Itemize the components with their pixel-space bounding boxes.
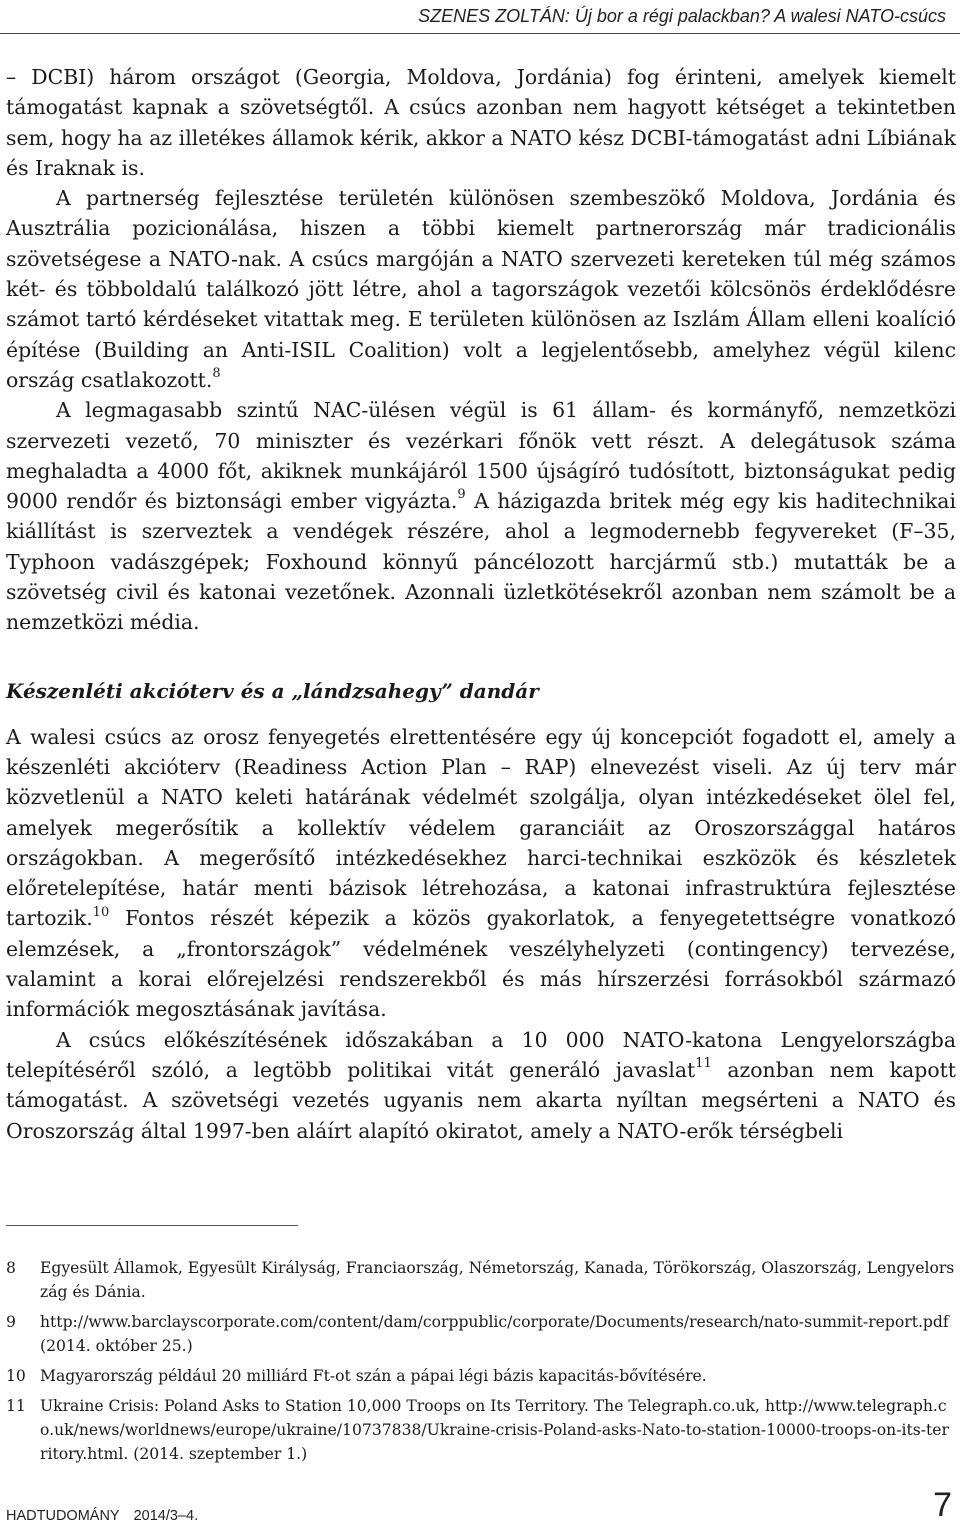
paragraph-5 bbox=[6, 1025, 956, 1146]
running-header: SZENES ZOLTÁN: Új bor a régi palackban? A walesi NATO-csúcs bbox=[418, 6, 946, 26]
header-rule bbox=[0, 33, 960, 34]
footnote-link[interactable]: Ukraine Crisis: Poland Asks to Station 10,000 Troops on Its Territory. The Telegraph.co.uk, http://www.telegraph.co.uk/news/worldnews/europe/ukraine/10737838/Ukraine-crisis-Poland-asks-Nato-to-station-10000-troops-on-its-territory.html. (2014. szeptember 1.) bbox=[40, 1397, 949, 1463]
footnote-number: 10 bbox=[6, 1367, 26, 1385]
footnote-link[interactable]: http://www.barclayscorporate.com/content/dam/corppublic/corporate/Documents/research/nato-summit-report.pdf (2014. október 25.) bbox=[40, 1313, 949, 1355]
article-body bbox=[6, 62, 956, 1146]
footnote-number: 11 bbox=[6, 1397, 26, 1415]
footnote-text: Magyarország például 20 milliárd Ft-ot szán a pápai légi bázis kapacitás-bővítésére. bbox=[40, 1367, 707, 1385]
footnote-ref-8[interactable]: 8 bbox=[212, 366, 221, 382]
paragraph-3-text-b: A házigazda britek még egy kis haditechnikai kiállítást is szerveztek a vendégek részére, ahol a legmodernebb fegyvereket (F–35, Typhoon vadászgépek; Foxhound könnyű páncélozott harcjármű stb.) mutatták be a szövetség civil és katonai vezetőnek. Azonnali üzletkötésekről azonban nem számolt be a nemzetközi média. bbox=[6, 489, 956, 635]
footnote-ref-11[interactable]: 11 bbox=[695, 1056, 712, 1072]
paragraph-2 bbox=[6, 183, 956, 395]
paragraph-5-text-a: A csúcs előkészítésének időszakában a 10 000 NATO-katona Lengyelországba telepítéséről szóló, a legtöbb politikai vitát generáló javaslat bbox=[6, 1027, 956, 1082]
footnote-text: Egyesült Államok, Egyesült Királyság, Franciaország, Németország, Kanada, Törökország, Olaszország, Lengyelország és Dánia. bbox=[40, 1259, 955, 1301]
footnote-10 bbox=[6, 1364, 956, 1388]
footnote-9 bbox=[6, 1310, 956, 1358]
page-number: 7 bbox=[933, 1486, 952, 1524]
paragraph-3 bbox=[6, 395, 956, 637]
paragraph-5-text-b: azonban nem kapott támogatást. A szövetségi vezetés ugyanis nem akarta nyíltan megsérteni a NATO és Oroszország által 1997-ben aláírt alapító okiratot, amely a NATO-erők térségbeli bbox=[6, 1057, 956, 1143]
paragraph-4 bbox=[6, 722, 956, 1025]
journal-name: HADTUDOMÁNY bbox=[6, 1508, 120, 1524]
footnote-ref-10[interactable]: 10 bbox=[92, 904, 110, 920]
paragraph-2-text: A partnerség fejlesztése területén különösen szembeszökő Moldova, Jordánia és Ausztrália pozicionálása, hiszen a többi kiemelt partnerország már tradicionális szövetségese a NATO-nak. A csúcs margóján a NATO szervezeti kereteken túl még számos két- és többoldalú találkozó jött létre, ahol a tagországok vezetői kölcsönös érdeklődésre számot tartó kérdéseket vitattak meg. E területen különösen az Iszlám Állam elleni koalíció építése (Building an Anti-ISIL Coalition) volt a legjelentősebb, amelyhez végül kilenc ország csatlakozott. bbox=[6, 186, 956, 392]
footnote-8 bbox=[6, 1256, 956, 1304]
footnote-ref-9[interactable]: 9 bbox=[457, 487, 466, 503]
paragraph-4-text-a: A walesi csúcs az orosz fenyegetés elrettentésére egy új koncepciót fogadott el, amely a készenléti akcióterv (Readiness Action Plan – RAP) elnevezést viseli. Az új terv már közvetlenül a NATO keleti határának védelmét szolgálja, olyan intézkedéseket ölel fel, amelyek megerősítik a kollektív védelem garanciáit az Oroszországgal határos országokban. A megerősítő intézkedésekhez harci-technikai eszközök és készletek előretelepítése, határ menti bázisok létrehozása, a katonai infrastruktúra fejlesztése tartozik. bbox=[6, 724, 956, 931]
paragraph-4-text-b: Fontos részét képezik a közös gyakorlatok, a fenyegetettségre vonatkozó elemzések, a „frontországok” védelmének veszélyhelyzeti (contingency) tervezése, valamint a korai előrejelzési rendszerekből és más hírszerzési forrásokból származó információk megosztásának javítása. bbox=[6, 906, 956, 1022]
footnotes bbox=[6, 1256, 956, 1472]
footnote-number: 8 bbox=[6, 1259, 16, 1277]
paragraph-3-text-a: A legmagasabb szintű NAC-ülésen végül is 61 állam- és kormányfő, nemzetközi szervezeti vezető, 70 miniszter és vezérkari főnök vett részt. A delegátusok száma meghaladta a 4000 főt, akiknek munkájáról 1500 újságíró tudósított, biztonságukat pedig 9000 rendőr és biztonsági ember vigyázta. bbox=[6, 398, 956, 514]
section-heading: Készenléti akcióterv és a „lándzsahegy” dandár bbox=[6, 678, 539, 703]
footnote-number: 9 bbox=[6, 1313, 16, 1331]
page-footer bbox=[6, 1508, 198, 1524]
footnote-separator bbox=[6, 1225, 298, 1226]
issue-number: 2014/3–4. bbox=[133, 1508, 199, 1524]
paragraph-1: – DCBI) három országot (Georgia, Moldova, Jordánia) fog érinteni, amelyek kiemelt támogatást kapnak a szövetségtől. A csúcs azonban nem hagyott kétséget a tekintetben sem, hogy ha az illetékes államok kérik, akkor a NATO kész DCBI-támogatást adni Líbiának és Iraknak is. bbox=[6, 65, 956, 180]
footnote-11 bbox=[6, 1394, 956, 1466]
